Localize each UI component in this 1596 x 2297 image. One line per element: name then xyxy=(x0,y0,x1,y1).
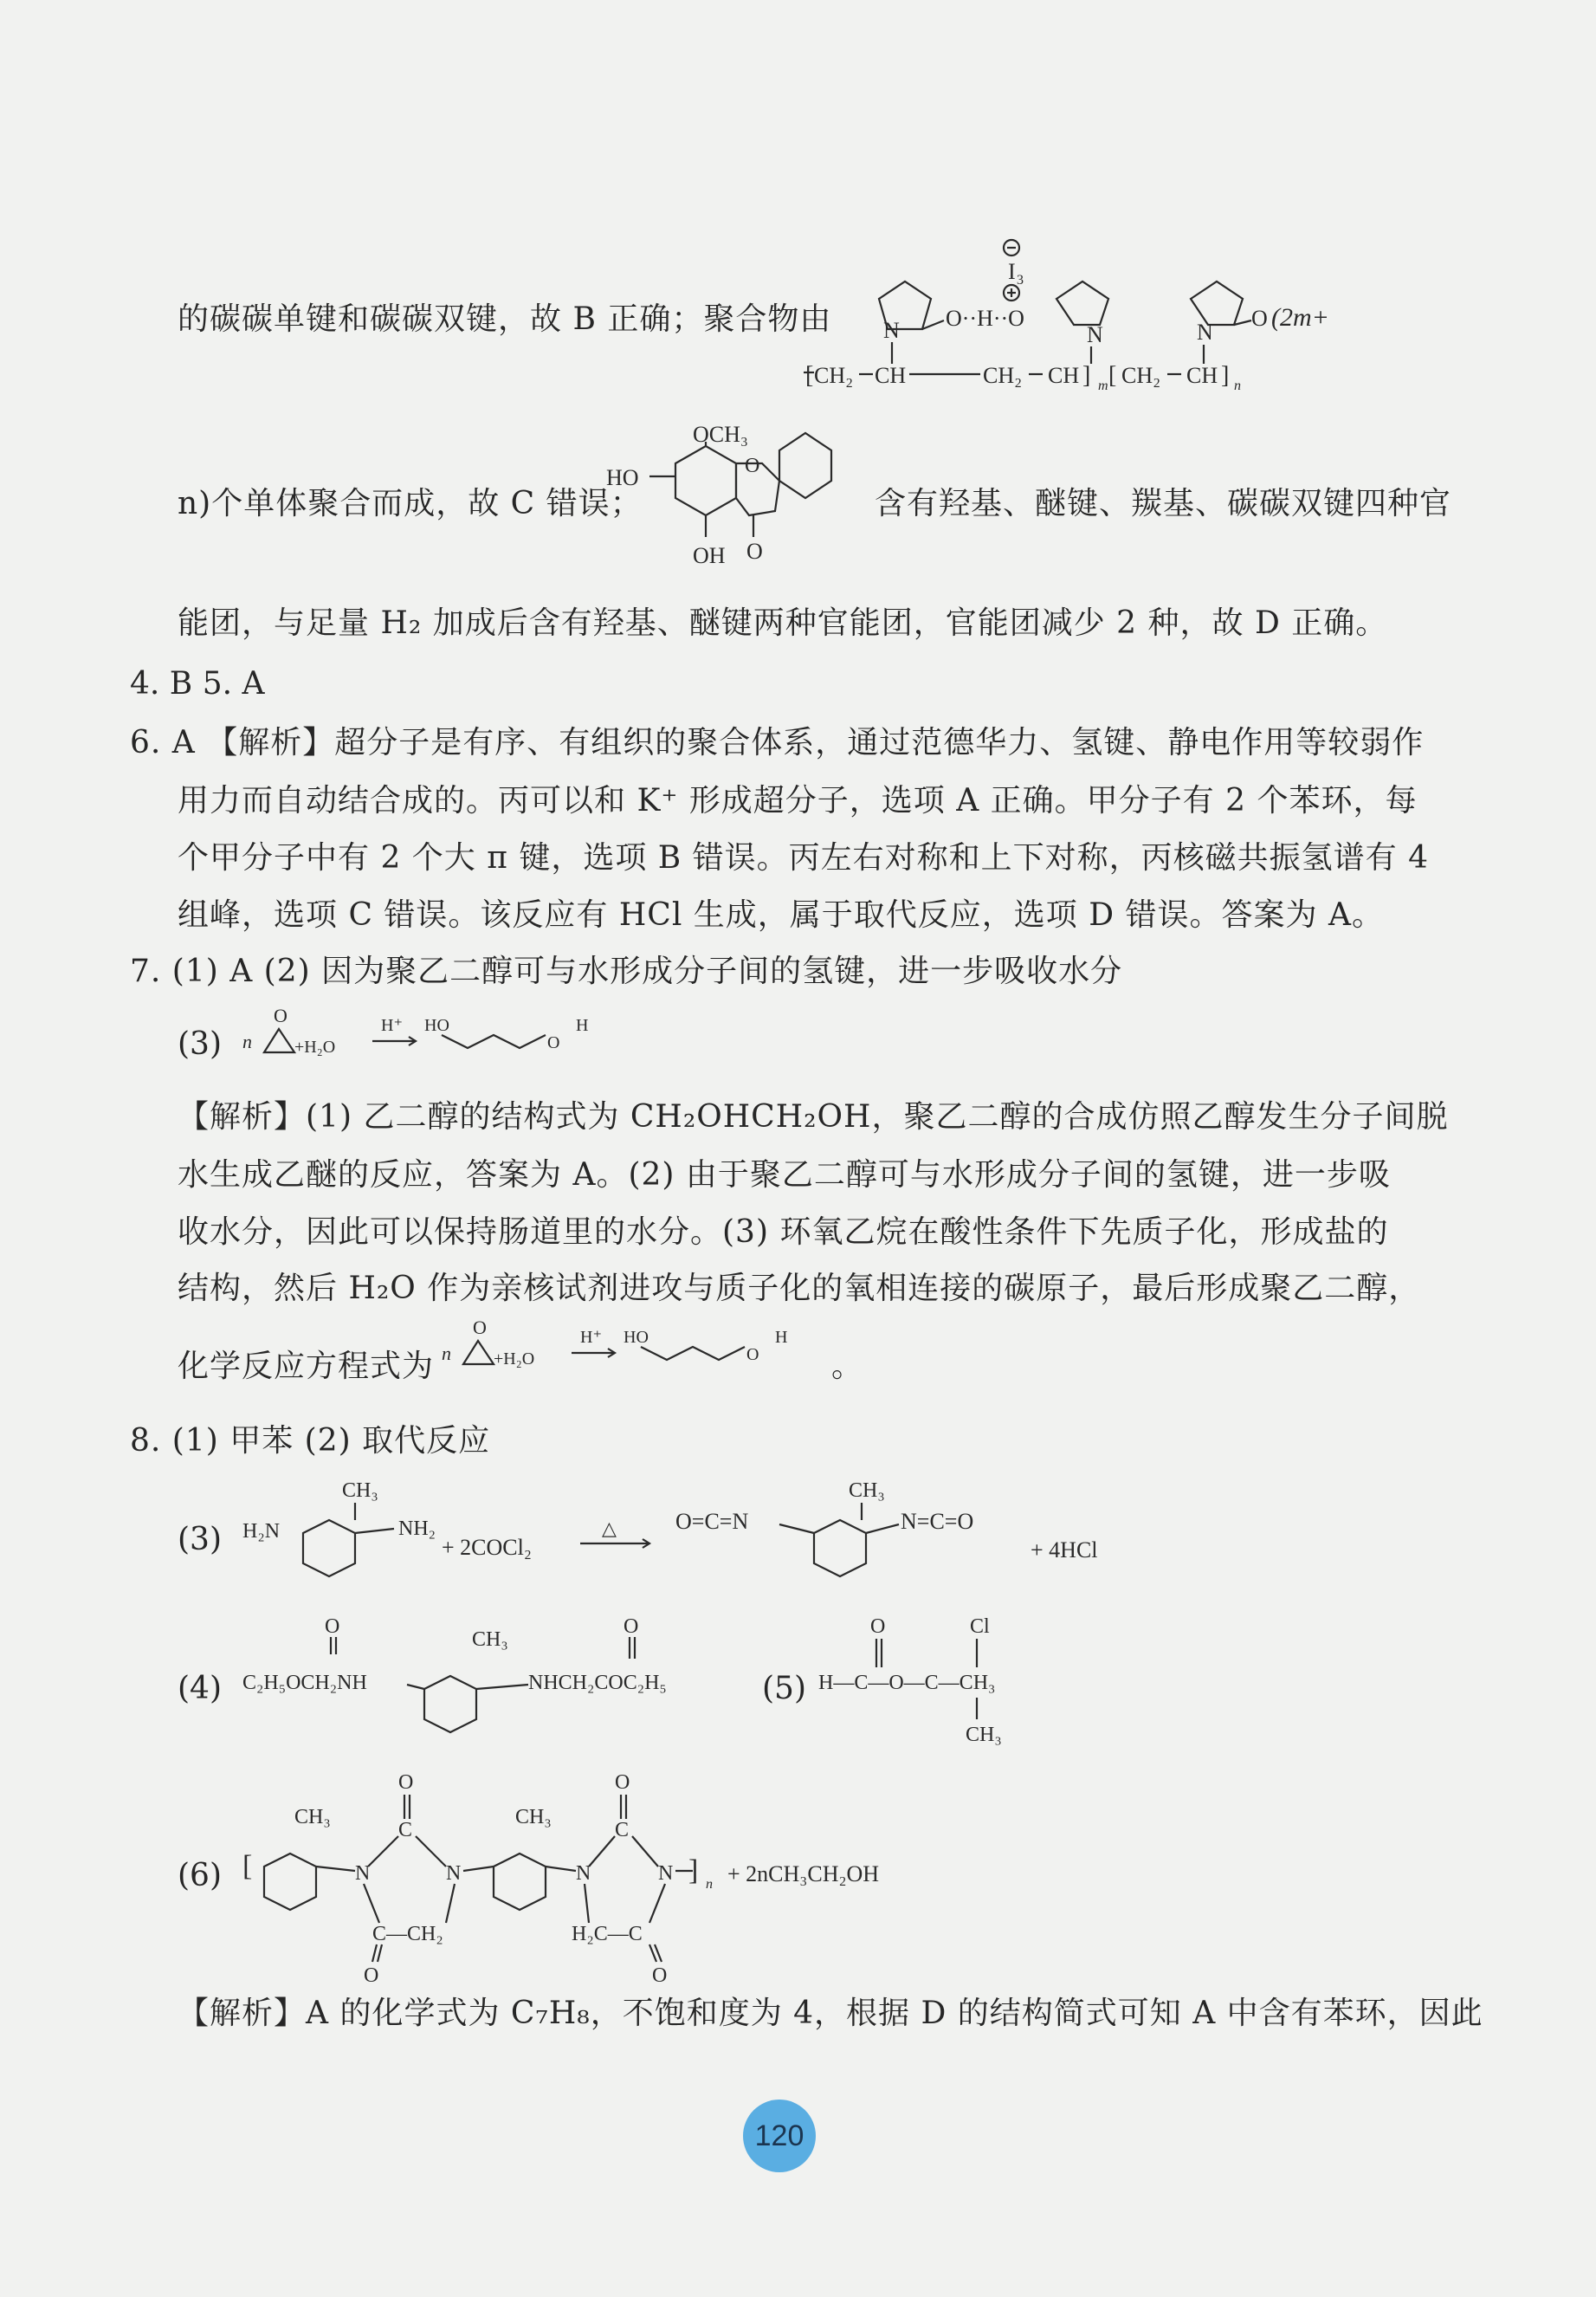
svg-text:C: C xyxy=(398,1819,413,1841)
text-line: 的碳碳单键和碳碳双键，故 B 正确；聚合物由 xyxy=(178,301,832,337)
svg-text:[: [ xyxy=(1108,362,1117,389)
answer-8-line: 8. (1) 甲苯 (2) 取代反应 xyxy=(130,1423,491,1459)
svg-text:O: O xyxy=(325,1615,340,1638)
svg-text:C: C xyxy=(615,1819,630,1841)
text-line: 能团，与足量 H₂ 加成后含有羟基、醚键两种官能团，官能团减少 2 种，故 D 正确。 xyxy=(178,605,1388,641)
svg-text:m: m xyxy=(1098,379,1108,393)
svg-text:OCH₃: OCH₃ xyxy=(693,422,748,447)
svg-text:O: O xyxy=(746,1345,759,1364)
svg-text:N=C=O: N=C=O xyxy=(901,1509,974,1534)
peg-reaction-diagram-2 xyxy=(442,1317,857,1386)
svg-text:O: O xyxy=(473,1317,487,1338)
svg-text:H⁺: H⁺ xyxy=(580,1328,602,1347)
svg-text:O: O xyxy=(364,1964,379,1987)
svg-text:]: ] xyxy=(1082,362,1091,389)
answer-7-3-label: (3) xyxy=(178,1026,222,1062)
svg-text:HO: HO xyxy=(606,465,639,490)
svg-text:O: O xyxy=(274,1005,288,1026)
chloroformate-structure-diagram xyxy=(818,1611,1095,1750)
flavone-structure-diagram xyxy=(606,416,883,589)
iodide-label: I xyxy=(1008,259,1016,284)
answer-7-line: 7. (1) A (2) 因为聚乙二醇可与水形成分子间的氢键，进一步吸收水分 xyxy=(130,954,1123,989)
answer-4-5: 4. B 5. A xyxy=(130,666,265,702)
answer-8-5-label: (5) xyxy=(762,1671,806,1706)
svg-text:H₂N: H₂N xyxy=(242,1520,281,1543)
answer-8-4-label: (4) xyxy=(178,1671,222,1706)
svg-text:O: O xyxy=(547,1033,560,1052)
polymer-coefficient: (2m+ xyxy=(1271,303,1329,332)
svg-text:+ 2COCl₂: + 2COCl₂ xyxy=(442,1535,532,1560)
svg-text:N: N xyxy=(576,1862,591,1885)
svg-text:+H₂O: +H₂O xyxy=(494,1349,535,1368)
svg-text:n: n xyxy=(1234,379,1241,393)
svg-text:CH₃: CH₃ xyxy=(342,1479,378,1502)
svg-text:CH₃: CH₃ xyxy=(515,1806,552,1828)
analysis-7-line: 结构，然后 H₂O 作为亲核试剂进攻与质子化的氧相连接的碳原子，最后形成聚乙二醇， xyxy=(178,1271,1421,1306)
svg-text:CH₂: CH₂ xyxy=(814,363,854,388)
sentence-end: 。 xyxy=(831,1349,864,1384)
svg-text:O: O xyxy=(745,455,760,477)
svg-text:CH₃: CH₃ xyxy=(966,1724,1002,1746)
peg-reaction-diagram xyxy=(242,1005,658,1074)
svg-text:[: [ xyxy=(242,1850,253,1882)
svg-text:+H₂O: +H₂O xyxy=(294,1038,336,1057)
answer-6-line: 用力而自动结合成的。丙可以和 K⁺ 形成超分子，选项 A 正确。甲分子有 2 个苯环，每 xyxy=(178,783,1418,819)
svg-text:N: N xyxy=(883,318,900,343)
svg-text:]: ] xyxy=(688,1854,699,1886)
svg-text:]: ] xyxy=(1221,362,1230,389)
svg-text:O: O xyxy=(870,1615,886,1638)
answer-6-line: 个甲分子中有 2 个大 π 键，选项 B 错误。丙左右对称和上下对称，丙核磁共振氢谱有 4 xyxy=(178,840,1430,876)
svg-text:n: n xyxy=(442,1343,451,1364)
text-line: 含有羟基、醚键、羰基、碳碳双键四种官 xyxy=(875,486,1452,521)
svg-text:O=C=N: O=C=N xyxy=(675,1509,749,1534)
svg-text:n: n xyxy=(706,1877,713,1892)
svg-text:O: O xyxy=(746,539,763,564)
svg-text:+ 4HCl: + 4HCl xyxy=(1031,1537,1098,1563)
text-line: n)个单体聚合而成，故 C 错误； xyxy=(178,486,643,521)
svg-text:CH₃: CH₃ xyxy=(849,1479,885,1502)
polymer-structure-diagram xyxy=(797,234,1403,407)
svg-text:H—C—O—C—CH₃: H—C—O—C—CH₃ xyxy=(818,1672,996,1694)
svg-text:CH₃: CH₃ xyxy=(472,1628,508,1651)
svg-text:O: O xyxy=(652,1964,668,1987)
svg-text:O: O xyxy=(398,1771,414,1794)
answer-8-6-label: (6) xyxy=(178,1858,222,1893)
answer-8-3-label: (3) xyxy=(178,1522,222,1557)
svg-text:O: O xyxy=(615,1771,630,1794)
svg-text:C—CH₂: C—CH₂ xyxy=(372,1923,443,1945)
svg-text:OH: OH xyxy=(693,543,726,568)
svg-text:N: N xyxy=(1087,322,1103,347)
analysis-7-line: 化学反应方程式为 xyxy=(178,1349,435,1384)
svg-text:CH₂: CH₂ xyxy=(1121,363,1161,388)
svg-text:[: [ xyxy=(805,362,814,389)
svg-text:H: H xyxy=(775,1328,788,1347)
answer-6-line: 组峰，选项 C 错误。该反应有 HCl 生成，属于取代反应，选项 D 错误。答案为 A。 xyxy=(178,897,1384,933)
page-number: 120 xyxy=(754,2119,804,2152)
svg-text:NH₂: NH₂ xyxy=(398,1517,436,1540)
svg-text:N: N xyxy=(658,1862,674,1885)
page-number-badge xyxy=(743,2100,816,2172)
svg-text:△: △ xyxy=(602,1517,617,1539)
carbamate-structure-diagram xyxy=(242,1611,745,1750)
analysis-7-line: 【解析】(1) 乙二醇的结构式为 CH₂OHCH₂OH，聚乙二醇的合成仿照乙醇发生分子间脱 xyxy=(178,1099,1449,1135)
svg-text:C₂H₅OCH₂NH: C₂H₅OCH₂NH xyxy=(242,1672,367,1694)
svg-text:HO: HO xyxy=(624,1328,649,1347)
svg-text:N: N xyxy=(1197,320,1213,345)
answer-6-line: 6. A 【解析】超分子是有序、有组织的聚合体系，通过范德华力、氢键、静电作用等较弱作 xyxy=(130,725,1425,760)
h-bond-label: O··H··O xyxy=(946,306,1024,331)
svg-text:H₂C—C: H₂C—C xyxy=(572,1923,643,1945)
svg-text:H⁺: H⁺ xyxy=(381,1016,403,1035)
svg-text:n: n xyxy=(242,1031,252,1052)
svg-text:O: O xyxy=(1251,306,1268,331)
svg-text:CH: CH xyxy=(1186,363,1218,388)
svg-text:CH: CH xyxy=(1048,363,1080,388)
polymer-hydantoin-diagram xyxy=(242,1767,1022,1987)
svg-text:Cl: Cl xyxy=(970,1615,990,1638)
analysis-7-line: 水生成乙醚的反应，答案为 A。(2) 由于聚乙二醇可与水形成分子间的氢键，进一步吸 xyxy=(178,1157,1391,1193)
svg-text:HO: HO xyxy=(424,1016,449,1035)
svg-text:O: O xyxy=(624,1615,639,1638)
svg-text:3: 3 xyxy=(1017,273,1024,288)
svg-text:CH: CH xyxy=(875,363,907,388)
analysis-8-line: 【解析】A 的化学式为 C₇H₈，不饱和度为 4，根据 D 的结构简式可知 A 中含有苯环，因此 xyxy=(178,1996,1483,2031)
diisocyanate-reaction-diagram xyxy=(242,1472,1152,1594)
svg-text:CH₂: CH₂ xyxy=(983,363,1023,388)
svg-text:+ 2nCH₃CH₂OH: + 2nCH₃CH₂OH xyxy=(727,1861,880,1886)
svg-text:H: H xyxy=(576,1016,589,1035)
svg-text:NHCH₂COC₂H₅: NHCH₂COC₂H₅ xyxy=(528,1672,667,1694)
svg-text:CH₃: CH₃ xyxy=(294,1806,331,1828)
analysis-7-line: 收水分，因此可以保持肠道里的水分。(3) 环氧乙烷在酸性条件下先质子化，形成盐的 xyxy=(178,1214,1389,1250)
svg-text:N: N xyxy=(446,1862,462,1885)
svg-text:N: N xyxy=(355,1862,371,1885)
